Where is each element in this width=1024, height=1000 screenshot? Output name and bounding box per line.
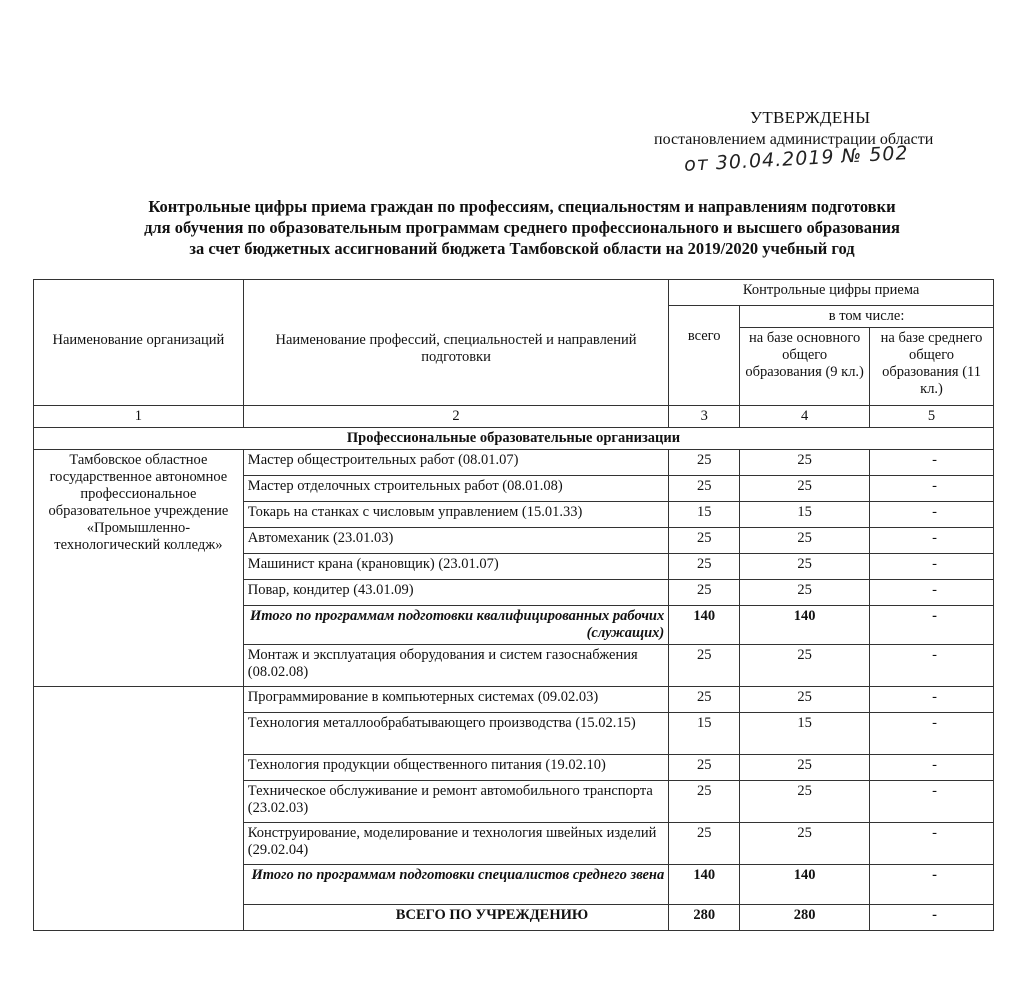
program-name: Токарь на станках с числовым управлением (15.01.33) (243, 502, 668, 528)
organization-name: Тамбовское областное государственное автономное профессиональное образовательное учреждение «Промышленно-технологический колледж» (34, 450, 244, 687)
section-title: Профессиональные образовательные организации (34, 428, 994, 450)
header-program: Наименование профессий, специальностей и направлений подготовки (243, 280, 668, 406)
handwritten-signature: от 30.04.2019 № 502 (683, 142, 910, 176)
value-base9: 25 (740, 580, 870, 606)
program-name: Мастер отделочных строительных работ (08.01.08) (243, 476, 668, 502)
value-total: 25 (669, 781, 740, 823)
program-name: ВСЕГО ПО УЧРЕЖДЕНИЮ (243, 905, 668, 931)
header-control: Контрольные цифры приема (669, 280, 994, 306)
colnum: 1 (34, 406, 244, 428)
program-name: Повар, кондитер (43.01.09) (243, 580, 668, 606)
value-total: 15 (669, 502, 740, 528)
colnum: 3 (669, 406, 740, 428)
table-row (34, 450, 994, 476)
header-base11: на базе среднего общего образования (11 кл.) (870, 328, 994, 406)
value-base11: - (870, 823, 994, 865)
table-row (34, 687, 994, 713)
header-base9: на базе основного общего образования (9 кл.) (740, 328, 870, 406)
title-line-2: для обучения по образовательным программам среднего профессионального и высшего образования (144, 218, 900, 237)
program-name: Мастер общестроительных работ (08.01.07) (243, 450, 668, 476)
value-total: 140 (669, 865, 740, 905)
title-line-3: за счет бюджетных ассигнований бюджета Тамбовской области на 2019/2020 учебный год (189, 239, 855, 258)
value-total: 25 (669, 554, 740, 580)
value-base11: - (870, 645, 994, 687)
value-total: 25 (669, 755, 740, 781)
value-total: 25 (669, 823, 740, 865)
organization-name-blank (34, 687, 244, 931)
value-base11: - (870, 713, 994, 755)
value-base11: - (870, 687, 994, 713)
program-name: Техническое обслуживание и ремонт автомобильного транспорта (23.02.03) (243, 781, 668, 823)
program-name: Технология продукции общественного питания (19.02.10) (243, 755, 668, 781)
value-total: 25 (669, 645, 740, 687)
value-base11: - (870, 476, 994, 502)
header-total: всего (669, 306, 740, 406)
header-incl: в том числе: (740, 306, 994, 328)
value-base11: - (870, 781, 994, 823)
value-total: 25 (669, 580, 740, 606)
value-base9: 25 (740, 755, 870, 781)
colnum: 4 (740, 406, 870, 428)
document-title (60, 196, 984, 259)
value-base11: - (870, 865, 994, 905)
value-base9: 25 (740, 476, 870, 502)
program-name: Монтаж и эксплуатация оборудования и систем газоснабжения (08.02.08) (243, 645, 668, 687)
program-name: Машинист крана (крановщик) (23.01.07) (243, 554, 668, 580)
program-name: Итого по программам подготовки квалифицированных рабочих (служащих) (243, 606, 668, 645)
value-base9: 140 (740, 865, 870, 905)
value-base9: 25 (740, 554, 870, 580)
colnum-row (34, 406, 994, 428)
approval-by: постановлением администрации области (654, 131, 934, 148)
program-name: Автомеханик (23.01.03) (243, 528, 668, 554)
value-base9: 25 (740, 528, 870, 554)
value-total: 25 (669, 687, 740, 713)
program-name: Конструирование, моделирование и технология швейных изделий (29.02.04) (243, 823, 668, 865)
colnum: 2 (243, 406, 668, 428)
colnum: 5 (870, 406, 994, 428)
value-base11: - (870, 755, 994, 781)
program-name: Программирование в компьютерных системах (09.02.03) (243, 687, 668, 713)
value-base9: 25 (740, 781, 870, 823)
value-base11: - (870, 502, 994, 528)
value-base9: 25 (740, 645, 870, 687)
value-base11: - (870, 905, 994, 931)
value-base11: - (870, 528, 994, 554)
value-total: 25 (669, 476, 740, 502)
value-base11: - (870, 450, 994, 476)
approval-title: УТВЕРЖДЕНЫ (750, 108, 871, 127)
value-base9: 25 (740, 450, 870, 476)
value-total: 15 (669, 713, 740, 755)
value-total: 280 (669, 905, 740, 931)
value-base9: 280 (740, 905, 870, 931)
admission-table (33, 279, 994, 931)
program-name: Технология металлообрабатывающего производства (15.02.15) (243, 713, 668, 755)
value-base9: 25 (740, 687, 870, 713)
value-base11: - (870, 580, 994, 606)
value-base9: 15 (740, 502, 870, 528)
value-total: 140 (669, 606, 740, 645)
value-base11: - (870, 606, 994, 645)
value-base11: - (870, 554, 994, 580)
header-org: Наименование организаций (34, 280, 244, 406)
value-total: 25 (669, 528, 740, 554)
value-base9: 15 (740, 713, 870, 755)
value-total: 25 (669, 450, 740, 476)
value-base9: 25 (740, 823, 870, 865)
value-base9: 140 (740, 606, 870, 645)
program-name: Итого по программам подготовки специалистов среднего звена (243, 865, 668, 905)
title-line-1: Контрольные цифры приема граждан по профессиям, специальностям и направлениям подготовки (148, 197, 896, 216)
